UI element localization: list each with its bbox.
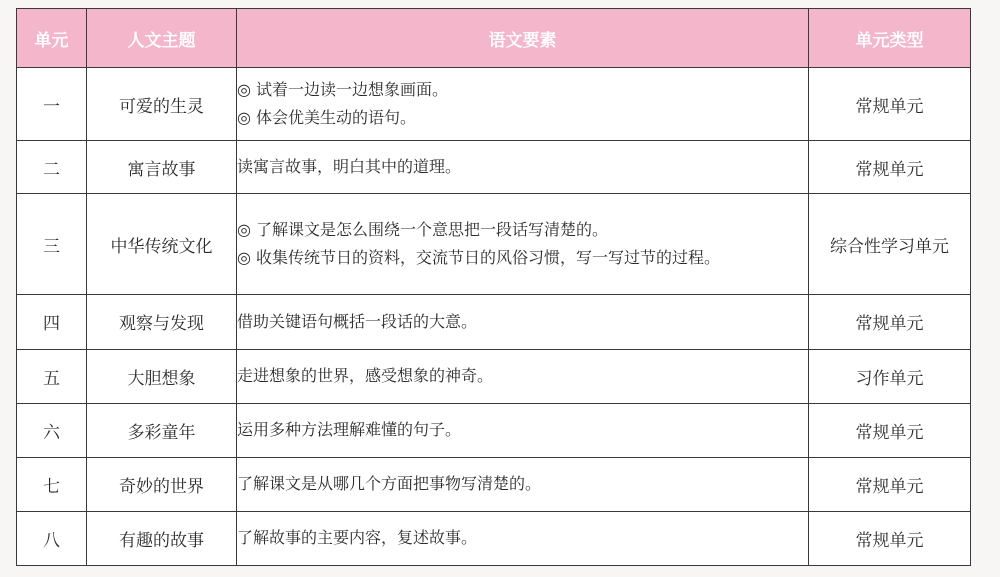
type-cell: 常规单元 <box>809 511 971 565</box>
type-cell: 常规单元 <box>809 403 971 457</box>
unit-cell: 八 <box>17 511 87 565</box>
table-row <box>17 194 971 295</box>
type-cell: 综合性学习单元 <box>809 194 971 295</box>
element-line: ◎ 了解课文是怎么围绕一个意思把一段话写清楚的。 <box>237 220 609 240</box>
elements-cell <box>237 68 809 141</box>
element-line: 读寓言故事，明白其中的道理。 <box>237 157 462 177</box>
theme-cell: 多彩童年 <box>87 403 237 457</box>
header-elements: 语文要素 <box>237 9 809 68</box>
unit-cell: 二 <box>17 141 87 194</box>
elements-cell <box>237 295 809 349</box>
unit-cell: 五 <box>17 349 87 403</box>
unit-cell: 四 <box>17 295 87 349</box>
element-line: ◎ 收集传统节日的资料，交流节日的风俗习惯，写一写过节的过程。 <box>237 248 721 268</box>
unit-cell: 六 <box>17 403 87 457</box>
theme-cell: 寓言故事 <box>87 141 237 194</box>
elements-cell <box>237 141 809 194</box>
table-row <box>17 403 971 457</box>
unit-overview-table <box>16 8 971 566</box>
table-row <box>17 457 971 511</box>
theme-cell: 有趣的故事 <box>87 511 237 565</box>
table-header-row <box>17 9 971 68</box>
header-type: 单元类型 <box>809 9 971 68</box>
unit-cell: 一 <box>17 68 87 141</box>
elements-cell <box>237 457 809 511</box>
type-cell: 常规单元 <box>809 141 971 194</box>
element-line: 借助关键语句概括一段话的大意。 <box>237 311 478 331</box>
table-row <box>17 295 971 349</box>
element-line: ◎ 试着一边读一边想象画面。 <box>237 80 449 100</box>
theme-cell: 观察与发现 <box>87 295 237 349</box>
type-cell: 习作单元 <box>809 349 971 403</box>
element-line: 走进想象的世界，感受想象的神奇。 <box>237 366 494 386</box>
header-theme: 人文主题 <box>87 9 237 68</box>
element-line: 了解课文是从哪几个方面把事物写清楚的。 <box>237 474 542 494</box>
unit-cell: 七 <box>17 457 87 511</box>
table-row <box>17 349 971 403</box>
element-line: 运用多种方法理解难懂的句子。 <box>237 420 462 440</box>
theme-cell: 奇妙的世界 <box>87 457 237 511</box>
table-row <box>17 511 971 565</box>
theme-cell: 中华传统文化 <box>87 194 237 295</box>
table-row <box>17 141 971 194</box>
header-unit: 单元 <box>17 9 87 68</box>
elements-cell <box>237 194 809 295</box>
theme-cell: 可爱的生灵 <box>87 68 237 141</box>
elements-cell <box>237 349 809 403</box>
table-row <box>17 68 971 141</box>
elements-cell <box>237 511 809 565</box>
type-cell: 常规单元 <box>809 295 971 349</box>
element-line: ◎ 体会优美生动的语句。 <box>237 108 417 128</box>
elements-cell <box>237 403 809 457</box>
unit-cell: 三 <box>17 194 87 295</box>
type-cell: 常规单元 <box>809 68 971 141</box>
element-line: 了解故事的主要内容，复述故事。 <box>237 528 478 548</box>
theme-cell: 大胆想象 <box>87 349 237 403</box>
type-cell: 常规单元 <box>809 457 971 511</box>
